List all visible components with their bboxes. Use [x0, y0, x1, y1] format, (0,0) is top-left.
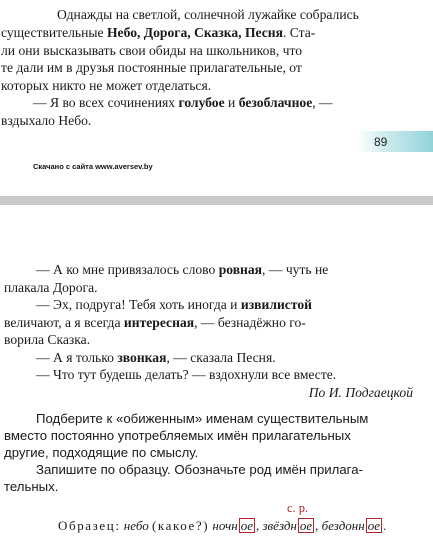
- dialogue-line: величают, а я всегда интересная, — безнадёжно го-: [4, 315, 306, 330]
- dialogue-line: — Что тут будешь делать? — вздохнули все вместе.: [36, 367, 337, 382]
- ending-box: ое: [240, 518, 253, 533]
- ending-box: ое: [299, 518, 313, 533]
- task-line: тельных.: [4, 479, 59, 494]
- example-line: Образец: небо (какое?) ночн ое , звёздн ое , бездонн ое .: [58, 518, 387, 533]
- task-line: вместо постоянно употребляемых имён прилагательных: [4, 428, 351, 443]
- download-credit: Скачано с сайта www.aversev.by: [33, 162, 153, 171]
- ending-box: ое: [367, 518, 380, 533]
- dialogue-line: — Эх, подруга! Тебя хоть иногда и извилистой: [36, 297, 312, 312]
- text-line: Однажды на светлой, солнечной лужайке собрались: [57, 7, 359, 22]
- text-line: те дали им в друзья постоянные прилагательные, от: [1, 60, 302, 75]
- text-line: которых никто не может отделаться.: [1, 78, 212, 93]
- dialogue-line: — А ко мне привязалось слово ровная, — чуть не: [36, 262, 329, 277]
- task-line: Подберите к «обиженным» именам существительным: [36, 411, 369, 426]
- task-line: другие, подходящие по смыслу.: [4, 445, 199, 460]
- text-line: вздыхало Небо.: [1, 113, 92, 128]
- task-line: Запишите по образцу. Обозначьте род имён прилага-: [36, 462, 363, 477]
- dialogue-line: плакала Дорога.: [4, 280, 98, 295]
- page-number: 89: [374, 135, 388, 149]
- dialogue-line: — А я только звонкая, — сказала Песня.: [36, 350, 276, 365]
- dialogue-line: ворила Сказка.: [4, 332, 91, 347]
- text-line: — Я во всех сочинениях голубое и безоблачное, —: [33, 95, 333, 110]
- gender-mark: с. р.: [287, 501, 309, 515]
- text-line: ли они высказывать свои обиды на школьников, что: [1, 43, 303, 58]
- text-line: существительные Небо, Дорога, Сказка, Песня. Ста-: [1, 25, 316, 40]
- author-attribution: По И. Подгаецкой: [308, 385, 413, 400]
- bold-nouns: Небо, Дорога, Сказка, Песня: [106, 25, 283, 40]
